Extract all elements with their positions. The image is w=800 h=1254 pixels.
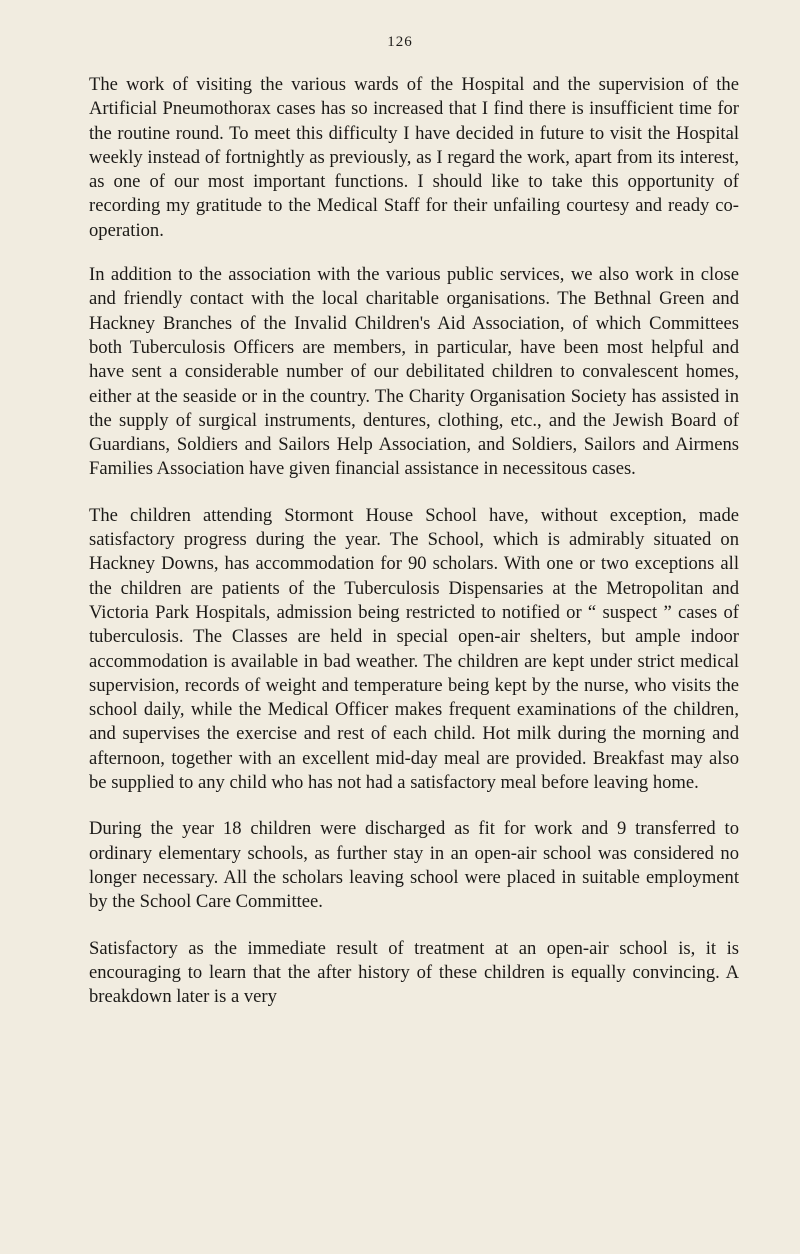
body-text	[89, 73, 739, 1032]
paragraph-after-history: Satisfactory as the immediate result of treatment at an open-air school is, it is encouraging to learn that the after history of these children is equally convincing. A breakdown later is a very	[89, 937, 739, 1008]
paragraph-charitable-organisations: In addition to the association with the various public services, we also work in close and friendly contact with the local charitable organisations. The Bethnal Green and Hackney Branches of the Invalid Children's Aid Association, of which Committees both Tuberculosis Officers are members, in particular, have been most helpful and have sent a considerable number of our debilitated children to convalescent homes, either at the seaside or in the country. The Charity Organisation Society has assisted in the supply of surgical instruments, dentures, clothing, etc., and the Jewish Board of Guardians, Soldiers and Sailors Help Association, and Soldiers, Sailors and Airmens Families Association have given financial assistance in necessitous cases.	[89, 264, 739, 480]
paragraph-hospital-visits: The work of visiting the various wards of the Hospital and the supervision of the Artificial Pneumothorax cases has so increased that I find there is insufficient time for the routine round. To meet this difficulty I have decided in future to visit the Hospital weekly instead of fortnightly as previously, as I regard the work, apart from its interest, as one of our most important functions. I should like to take this opportunity of recording my gratitude to the Medical Staff for their unfailing courtesy and ready co-operation.	[89, 74, 739, 241]
paragraph-stormont-house-school: The children attending Stormont House School have, without exception, made satisfactory progress during the year. The School, which is admirably situated on Hackney Downs, has accommodation for 90 scholars. With one or two exceptions all the children are patients of the Tuberculosis Dispensaries at the Metropolitan and Victoria Park Hospitals, admission being restricted to notified or “ suspect ” cases of tuberculosis. The Classes are held in special open-air shelters, but ample indoor accommodation is available in bad weather. The children are kept under strict medical supervision, records of weight and temperature being kept by the nurse, who visits the school daily, while the Medical Officer makes frequent examinations of the children, and supervises the exercise and rest of each child. Hot milk during the morning and afternoon, together with an excellent mid-day meal are provided. Breakfast may also be supplied to any child who has not had a satisfactory meal before leaving home.	[89, 504, 739, 794]
page-number: 126	[387, 34, 413, 50]
paragraph-discharged-children: During the year 18 children were discharged as fit for work and 9 transferred to ordinary elementary schools, as further stay in an open-air school was considered no longer necessary. All the scholars leaving school were placed in suitable employment by the School Care Committee.	[89, 818, 739, 913]
